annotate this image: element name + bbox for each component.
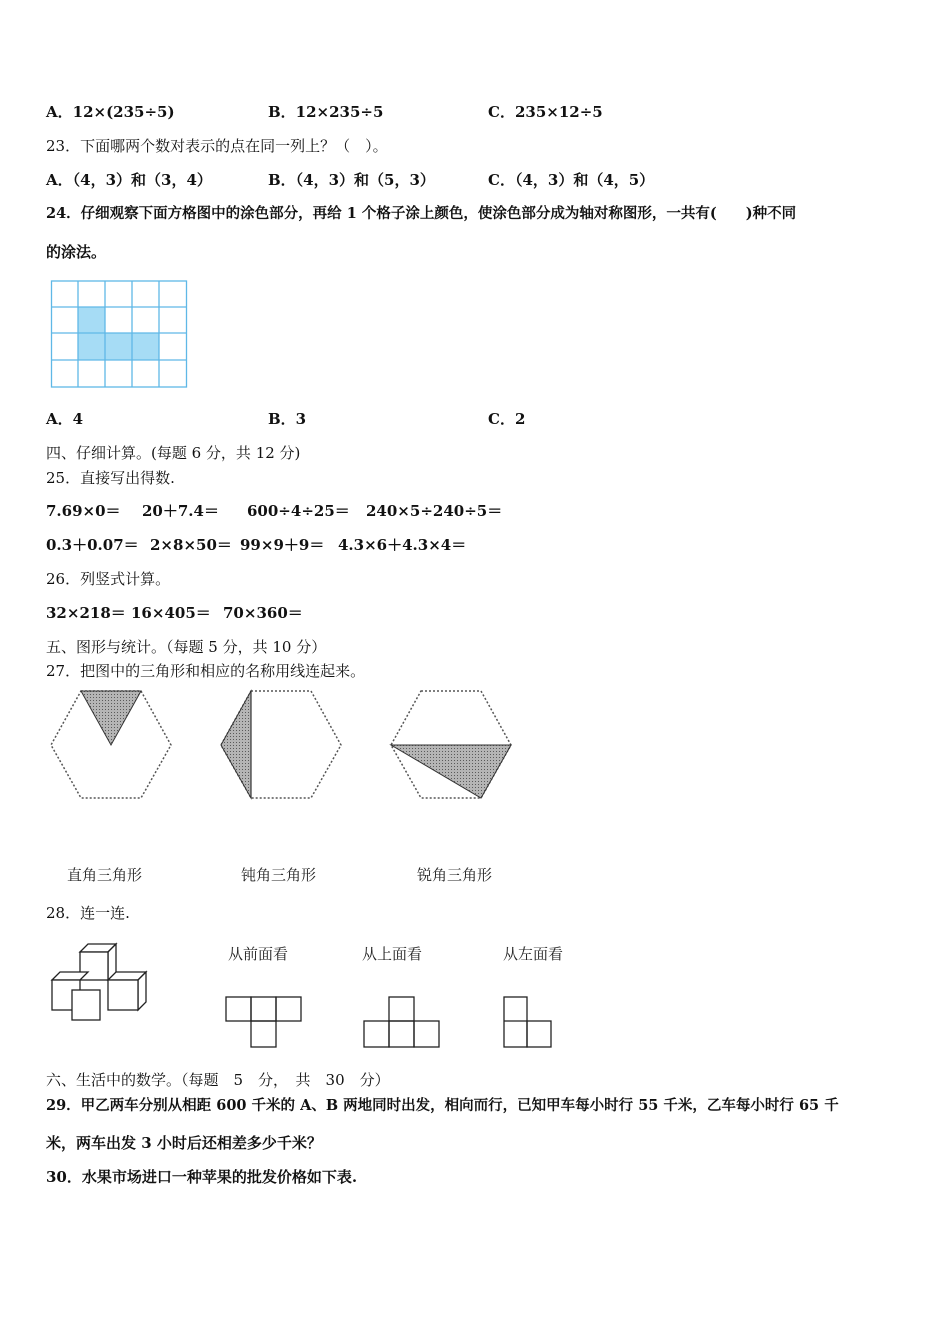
shaded-cell bbox=[132, 333, 159, 360]
q29-text-line1: 29．甲乙两车分别从相距 600 千米的 A、B 两地同时出发，相向而行，已知甲车每小时行 55 千米，乙车每小时行 65 千 bbox=[46, 1097, 839, 1114]
hexagon-obtuse-triangle bbox=[221, 691, 341, 798]
q25-item: 600÷4÷25＝ bbox=[247, 502, 350, 520]
q23-option-c: C．（4，3）和（4，5） bbox=[488, 171, 655, 189]
q24-option-c: C．2 bbox=[488, 410, 526, 428]
label-right-triangle: 直角三角形 bbox=[67, 866, 143, 884]
q26-item: 32×218＝ bbox=[46, 604, 126, 622]
q25-item: 240×5÷240÷5＝ bbox=[366, 502, 503, 520]
q25-text: 25．直接写出得数. bbox=[46, 469, 175, 487]
hexagon-acute-triangle bbox=[391, 691, 511, 798]
section-6-heading: 六、生活中的数学。（每题 5 分， 共 30 分） bbox=[46, 1071, 390, 1089]
label-obtuse-triangle: 钝角三角形 bbox=[241, 866, 317, 884]
label-top-view: 从上面看 bbox=[362, 945, 423, 963]
label-left-view: 从左面看 bbox=[503, 945, 564, 963]
q24-text-line2: 的涂法。 bbox=[46, 243, 107, 261]
q29-text-line2: 米，两车出发 3 小时后还相差多少千米？ bbox=[46, 1134, 322, 1152]
q25-item: 20＋7.4＝ bbox=[142, 502, 219, 520]
q26-item: 70×360＝ bbox=[223, 604, 303, 622]
view-shape-1 bbox=[224, 995, 304, 1051]
q27-hexagons-figure bbox=[48, 688, 518, 804]
q22-option-a: A．12×(235÷5) bbox=[46, 103, 175, 121]
q24-text-line1: 24．仔细观察下面方格图中的涂色部分，再给 1 个格子涂上颜色，使涂色部分成为轴对称图形，一共有( )种不同 bbox=[46, 205, 797, 222]
q24-option-a: A．4 bbox=[46, 410, 84, 428]
q25-item: 4.3×6＋4.3×4＝ bbox=[338, 536, 467, 554]
q30-text: 30．水果市场进口一种苹果的批发价格如下表. bbox=[46, 1168, 358, 1186]
shaded-cell bbox=[78, 307, 105, 333]
view-shape-2 bbox=[362, 995, 442, 1051]
shaded-cell bbox=[105, 333, 132, 360]
q25-item: 0.3＋0.07＝ bbox=[46, 536, 139, 554]
label-front-view: 从前面看 bbox=[228, 945, 289, 963]
label-acute-triangle: 锐角三角形 bbox=[417, 866, 493, 884]
q25-item: 2×8×50＝ bbox=[150, 536, 232, 554]
q25-item: 99×9＋9＝ bbox=[240, 536, 325, 554]
q26-item: 16×405＝ bbox=[131, 604, 211, 622]
section-4-heading: 四、仔细计算。(每题 6 分，共 12 分) bbox=[46, 444, 301, 462]
shaded-cell bbox=[78, 333, 105, 360]
view-shape-3 bbox=[502, 995, 556, 1051]
q28-text: 28．连一连. bbox=[46, 904, 130, 922]
q22-option-b: B．12×235÷5 bbox=[268, 103, 384, 121]
q23-option-a: A．（4，3）和（3，4） bbox=[46, 171, 212, 189]
q23-text: 23．下面哪两个数对表示的点在同一列上？（ ）。 bbox=[46, 137, 388, 155]
q28-cube-stack-figure bbox=[50, 940, 150, 1024]
hexagon-right-triangle bbox=[51, 691, 171, 798]
q26-text: 26．列竖式计算。 bbox=[46, 570, 171, 588]
section-5-heading: 五、图形与统计。（每题 5 分，共 10 分） bbox=[46, 638, 327, 656]
q23-option-b: B．（4，3）和（5，3） bbox=[268, 171, 435, 189]
q27-text: 27．把图中的三角形和相应的名称用线连起来。 bbox=[46, 662, 366, 680]
q24-grid-figure bbox=[50, 280, 190, 390]
q24-option-b: B．3 bbox=[268, 410, 307, 428]
q25-item: 7.69×0＝ bbox=[46, 502, 121, 520]
q22-option-c: C．235×12÷5 bbox=[488, 103, 603, 121]
